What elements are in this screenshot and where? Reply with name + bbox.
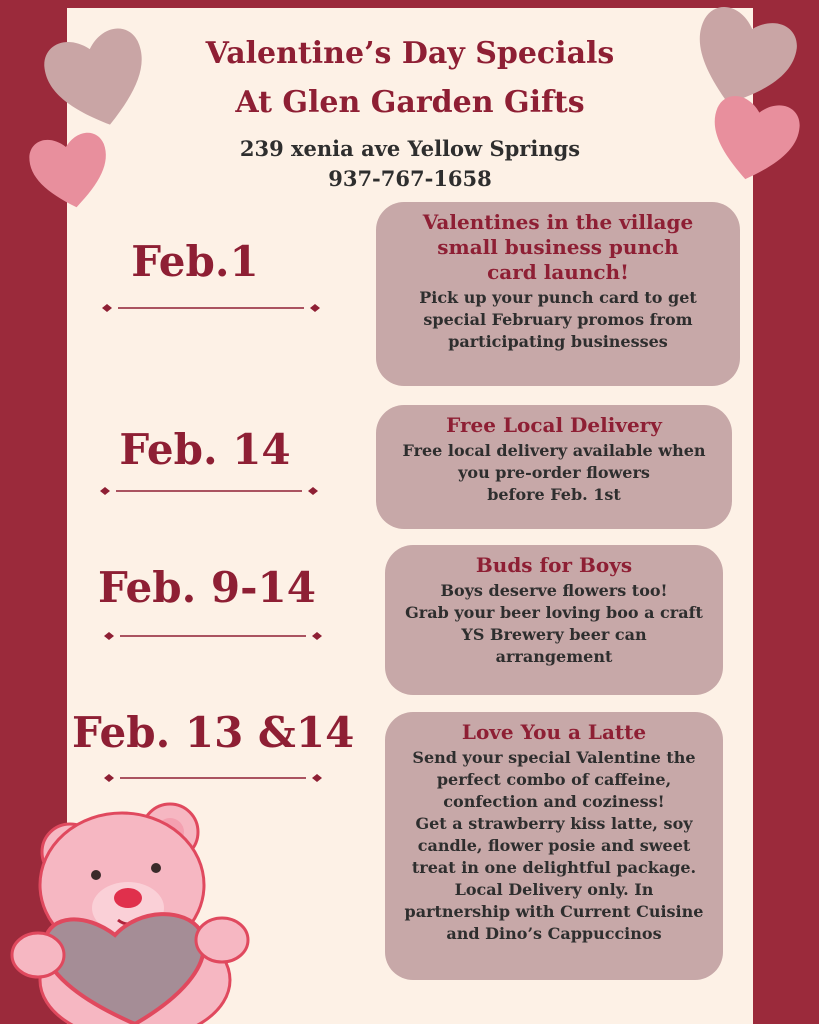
event-date: Feb. 14 xyxy=(119,425,291,474)
event-title: Love You a Latte xyxy=(461,720,647,744)
heart-icon xyxy=(20,125,120,215)
event-title: Free Local Delivery xyxy=(446,413,662,437)
ornament-divider xyxy=(102,772,324,784)
ornament-divider xyxy=(100,302,322,314)
ornament-divider xyxy=(102,630,324,642)
event-date: Feb. 13 &14 xyxy=(72,708,355,757)
event-card xyxy=(385,712,723,980)
event-card xyxy=(376,202,740,386)
event-date: Feb. 9-14 xyxy=(98,563,316,612)
teddy-bear-icon xyxy=(0,790,270,1024)
heart-icon xyxy=(40,18,155,138)
event-description: Pick up your punch card to get special February promos from participating businesses xyxy=(419,288,697,351)
event-card xyxy=(376,405,732,529)
title-line-1: Valentine’s Day Specials xyxy=(205,36,615,71)
title-line-2: At Glen Garden Gifts xyxy=(235,85,585,120)
event-description: Free local delivery available when you pre-order flowers before Feb. 1st xyxy=(402,441,706,504)
event-date: Feb.1 xyxy=(131,237,259,286)
ornament-divider xyxy=(98,485,320,497)
event-description: Send your special Valentine the perfect combo of caffeine, confection and coziness! Get a strawberry kiss latte, soy candle, flower posie and sweet treat in one delightful package. Local Delivery only. In partnership with Current Cuisine and Dino’s Cappuccinos xyxy=(404,748,704,943)
phone: 937-767-1658 xyxy=(328,166,492,191)
address: 239 xenia ave Yellow Springs xyxy=(239,136,581,161)
event-card xyxy=(385,545,723,695)
event-title: Valentines in the village small business punch card launch! xyxy=(422,210,694,284)
event-title: Buds for Boys xyxy=(475,553,633,577)
heart-icon xyxy=(700,88,808,188)
event-description: Boys deserve flowers too! Grab your beer loving boo a craft YS Brewery beer can arrangement xyxy=(405,581,703,666)
